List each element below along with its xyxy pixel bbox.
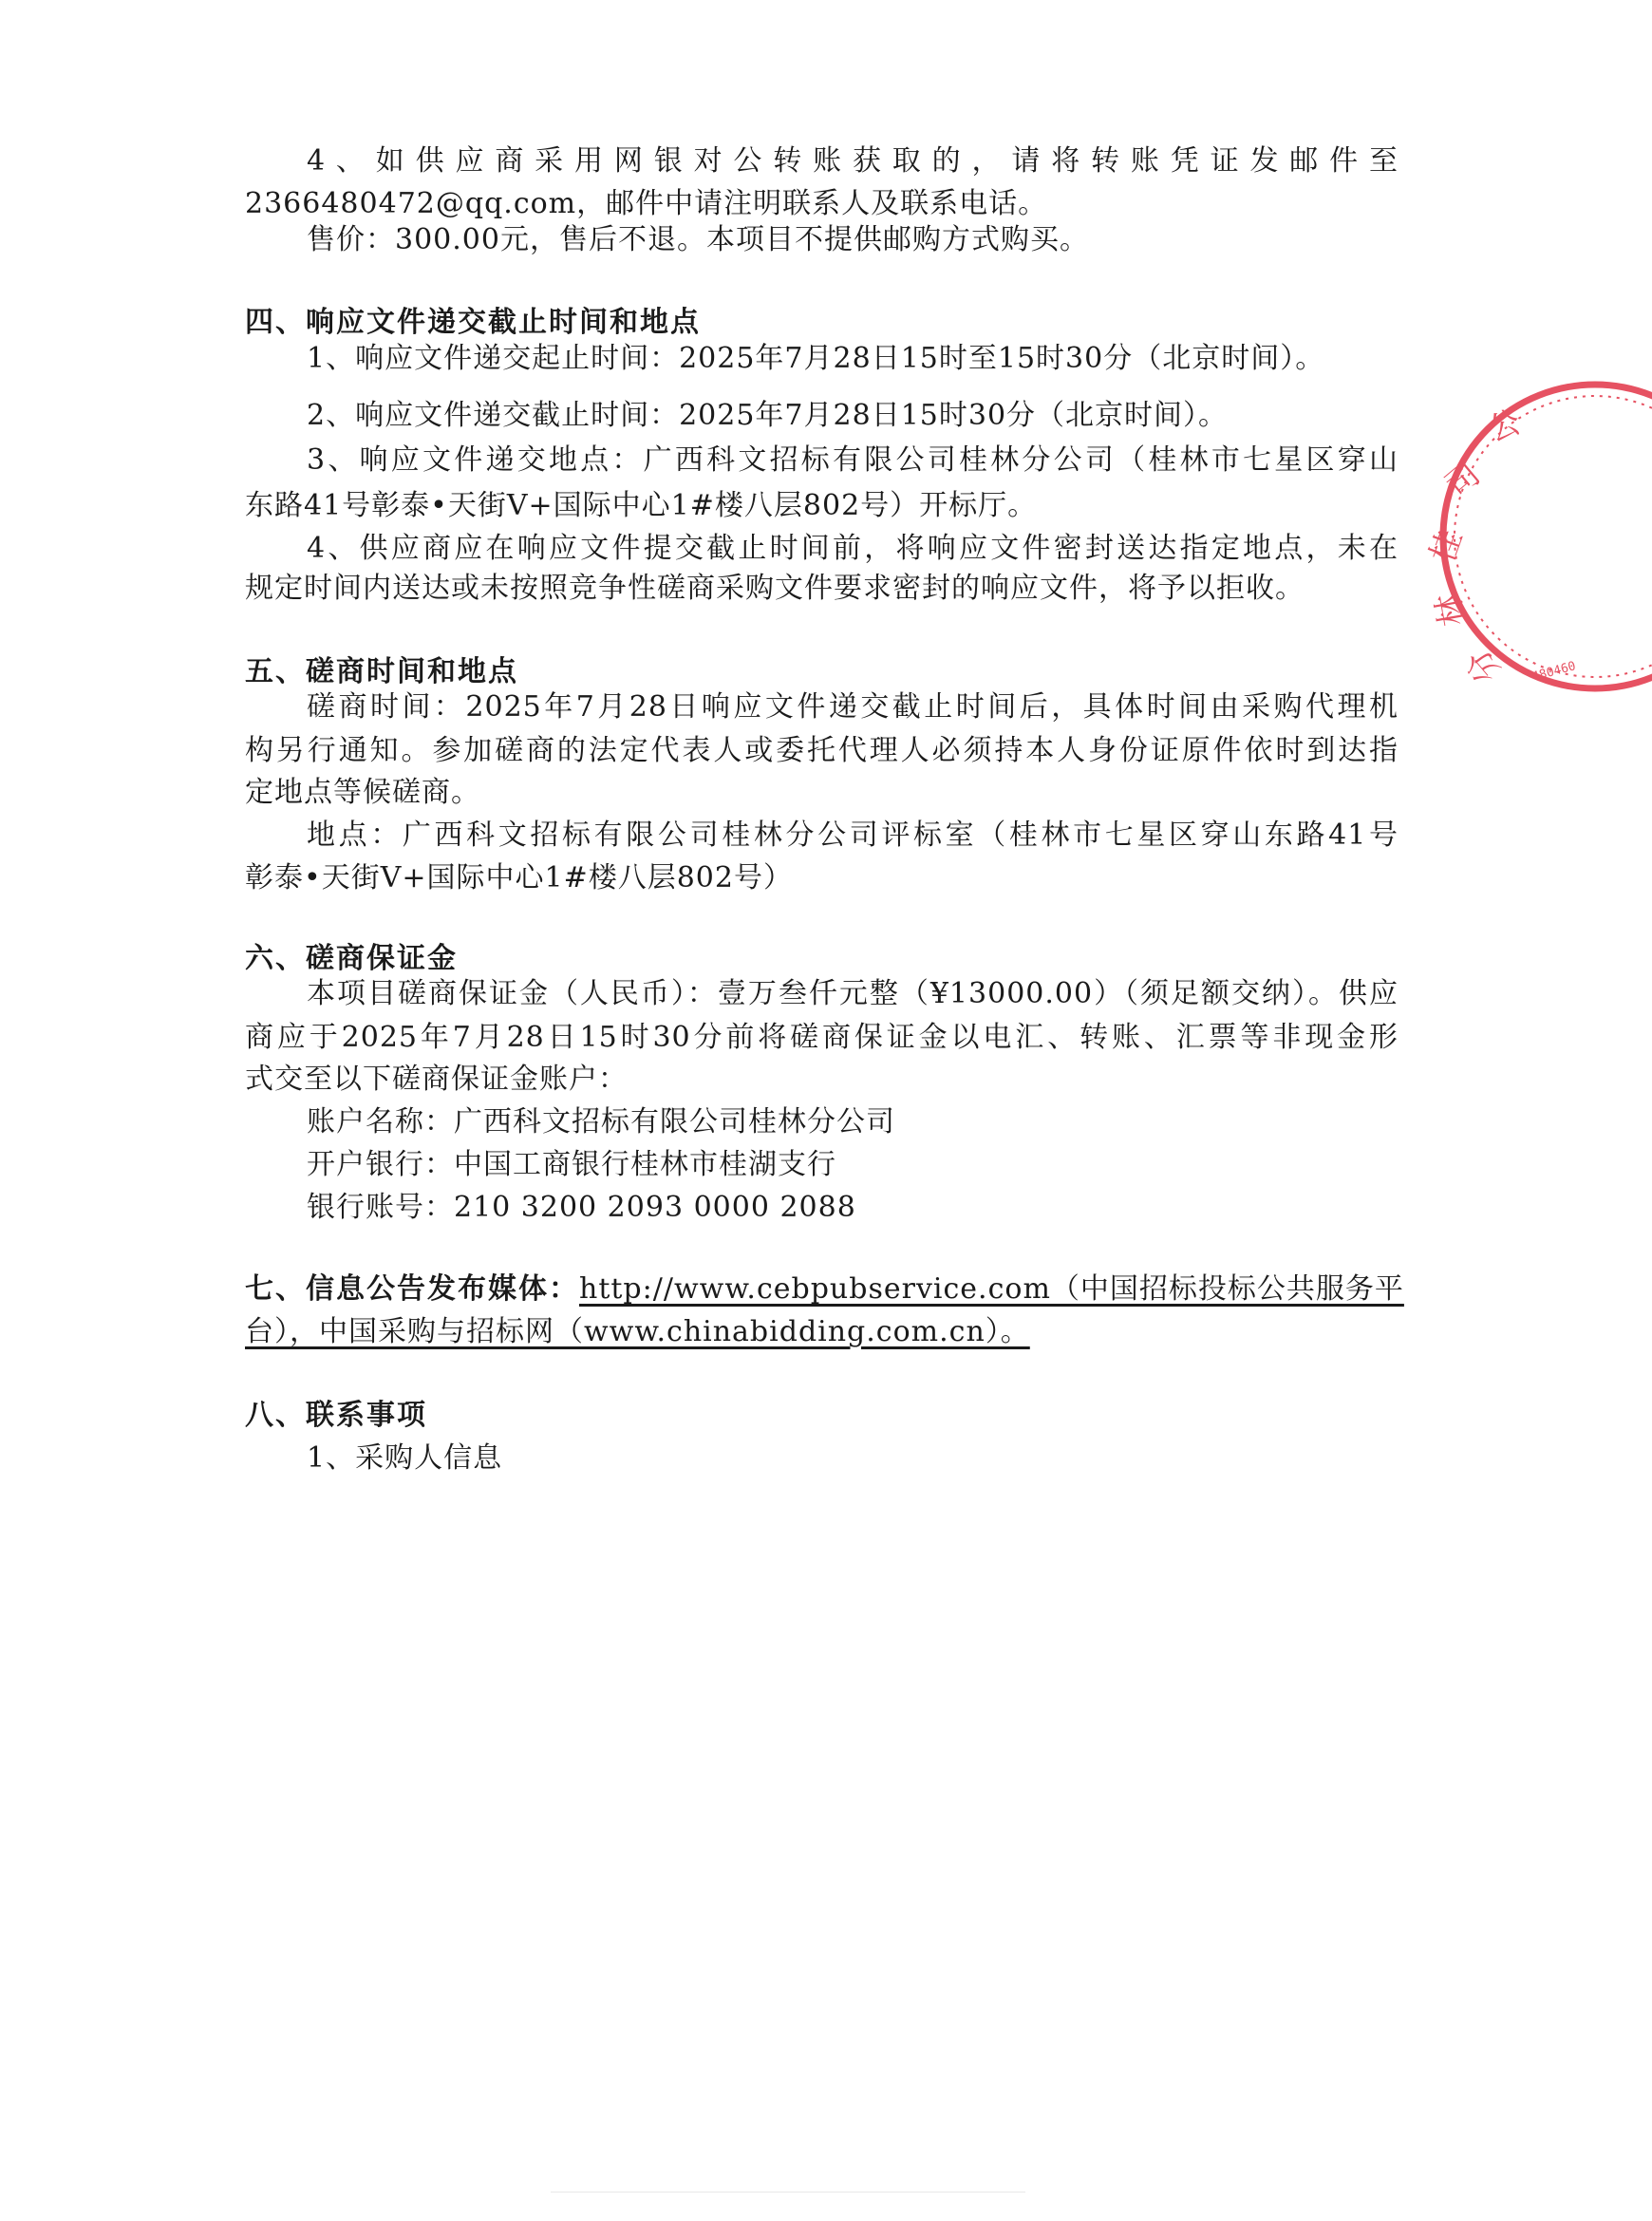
section6-heading: 六、磋商保证金 — [245, 942, 458, 975]
account-name: 账户名称：广西科文招标有限公司桂林分公司 — [307, 1105, 895, 1139]
section5-place-line1: 地点：广西科文招标有限公司桂林分公司评标室（桂林市七星区穿山东路41号 — [307, 819, 1399, 852]
company-seal — [1422, 375, 1652, 698]
seal-char-1: 公 — [1482, 403, 1527, 450]
section6-line2: 商应于2025年7月28日15时30分前将磋商保证金以电汇、转账、汇票等非现金形 — [245, 1021, 1399, 1054]
seal-char-2: 司 — [1438, 455, 1488, 505]
section8-heading: 八、联系事项 — [245, 1399, 427, 1432]
section4-item2: 2、响应文件递交截止时间：2025年7月28日15时30分（北京时间）。 — [307, 399, 1229, 432]
section5-time-line3: 定地点等候磋商。 — [245, 776, 480, 809]
seal-char-4: 林 — [1429, 590, 1473, 630]
section5-place-line2: 彰泰•天街V+国际中心1#楼八层802号） — [245, 861, 793, 894]
section6-line1: 本项目磋商保证金（人民币）：壹万叁仟元整（¥13000.00）（须足额交纳）。供应 — [307, 977, 1399, 1010]
section5-heading: 五、磋商时间和地点 — [245, 655, 518, 688]
section5-time-line1: 磋商时间：2025年7月28日响应文件递交截止时间后，具体时间由采购代理机 — [307, 690, 1399, 724]
account-number: 银行账号：210 3200 2093 0000 2088 — [307, 1191, 856, 1224]
section4-item4-line2: 规定时间内送达或未按照竞争性磋商采购文件要求密封的响应文件，将予以拒收。 — [245, 572, 1305, 605]
seal-number: 480460 — [1530, 659, 1578, 685]
bank-name: 开户银行：中国工商银行桂林市桂湖支行 — [307, 1148, 836, 1181]
seal-inner-ring — [1455, 396, 1652, 677]
section4-item4-line1: 4、供应商应在响应文件提交截止时间前，将响应文件密封送达指定地点，未在 — [307, 532, 1399, 565]
section4-item1: 1、响应文件递交起止时间：2025年7月28日15时至15时30分（北京时间）。 — [307, 342, 1325, 375]
section7-line1 — [245, 1270, 1404, 1308]
section4-item3-line2: 东路41号彰泰•天街V+国际中心1#楼八层802号）开标厅。 — [245, 489, 1038, 522]
price-line: 售价：300.00元，售后不退。本项目不提供邮购方式购买。 — [307, 223, 1089, 256]
section4-item3-line1: 3、响应文件递交地点：广西科文招标有限公司桂林分公司（桂林市七星区穿山 — [307, 443, 1399, 477]
item4-line2: 2366480472@qq.com，邮件中请注明联系人及联系电话。 — [245, 187, 1048, 220]
seal-char-5: 分 — [1458, 641, 1509, 690]
section5-time-line2: 构另行通知。参加磋商的法定代表人或委托代理人必须持本人身份证原件依时到达指 — [245, 734, 1399, 767]
scan-edge-mark — [551, 2192, 1025, 2193]
section7-heading: 七、信息公告发布媒体： — [245, 1272, 579, 1306]
section6-line3: 式交至以下磋商保证金账户： — [245, 1063, 628, 1096]
section7-line2 — [245, 1313, 1399, 1351]
media-link-chinabidding[interactable]: 台），中国采购与招标网（www.chinabidding.com.cn）。 — [245, 1315, 1030, 1348]
seal-char-3: 桂 — [1422, 524, 1471, 569]
section4-heading: 四、响应文件递交截止时间和地点 — [245, 306, 701, 339]
item4-line1: 4、如供应商采用网银对公转账获取的，请将转账凭证发邮件至 — [307, 144, 1399, 178]
section8-item1: 1、采购人信息 — [307, 1441, 503, 1475]
media-link-cebpubservice[interactable]: http://www.cebpubservice.com（中国招标投标公共服务平 — [579, 1272, 1404, 1306]
seal-ring — [1443, 385, 1652, 688]
